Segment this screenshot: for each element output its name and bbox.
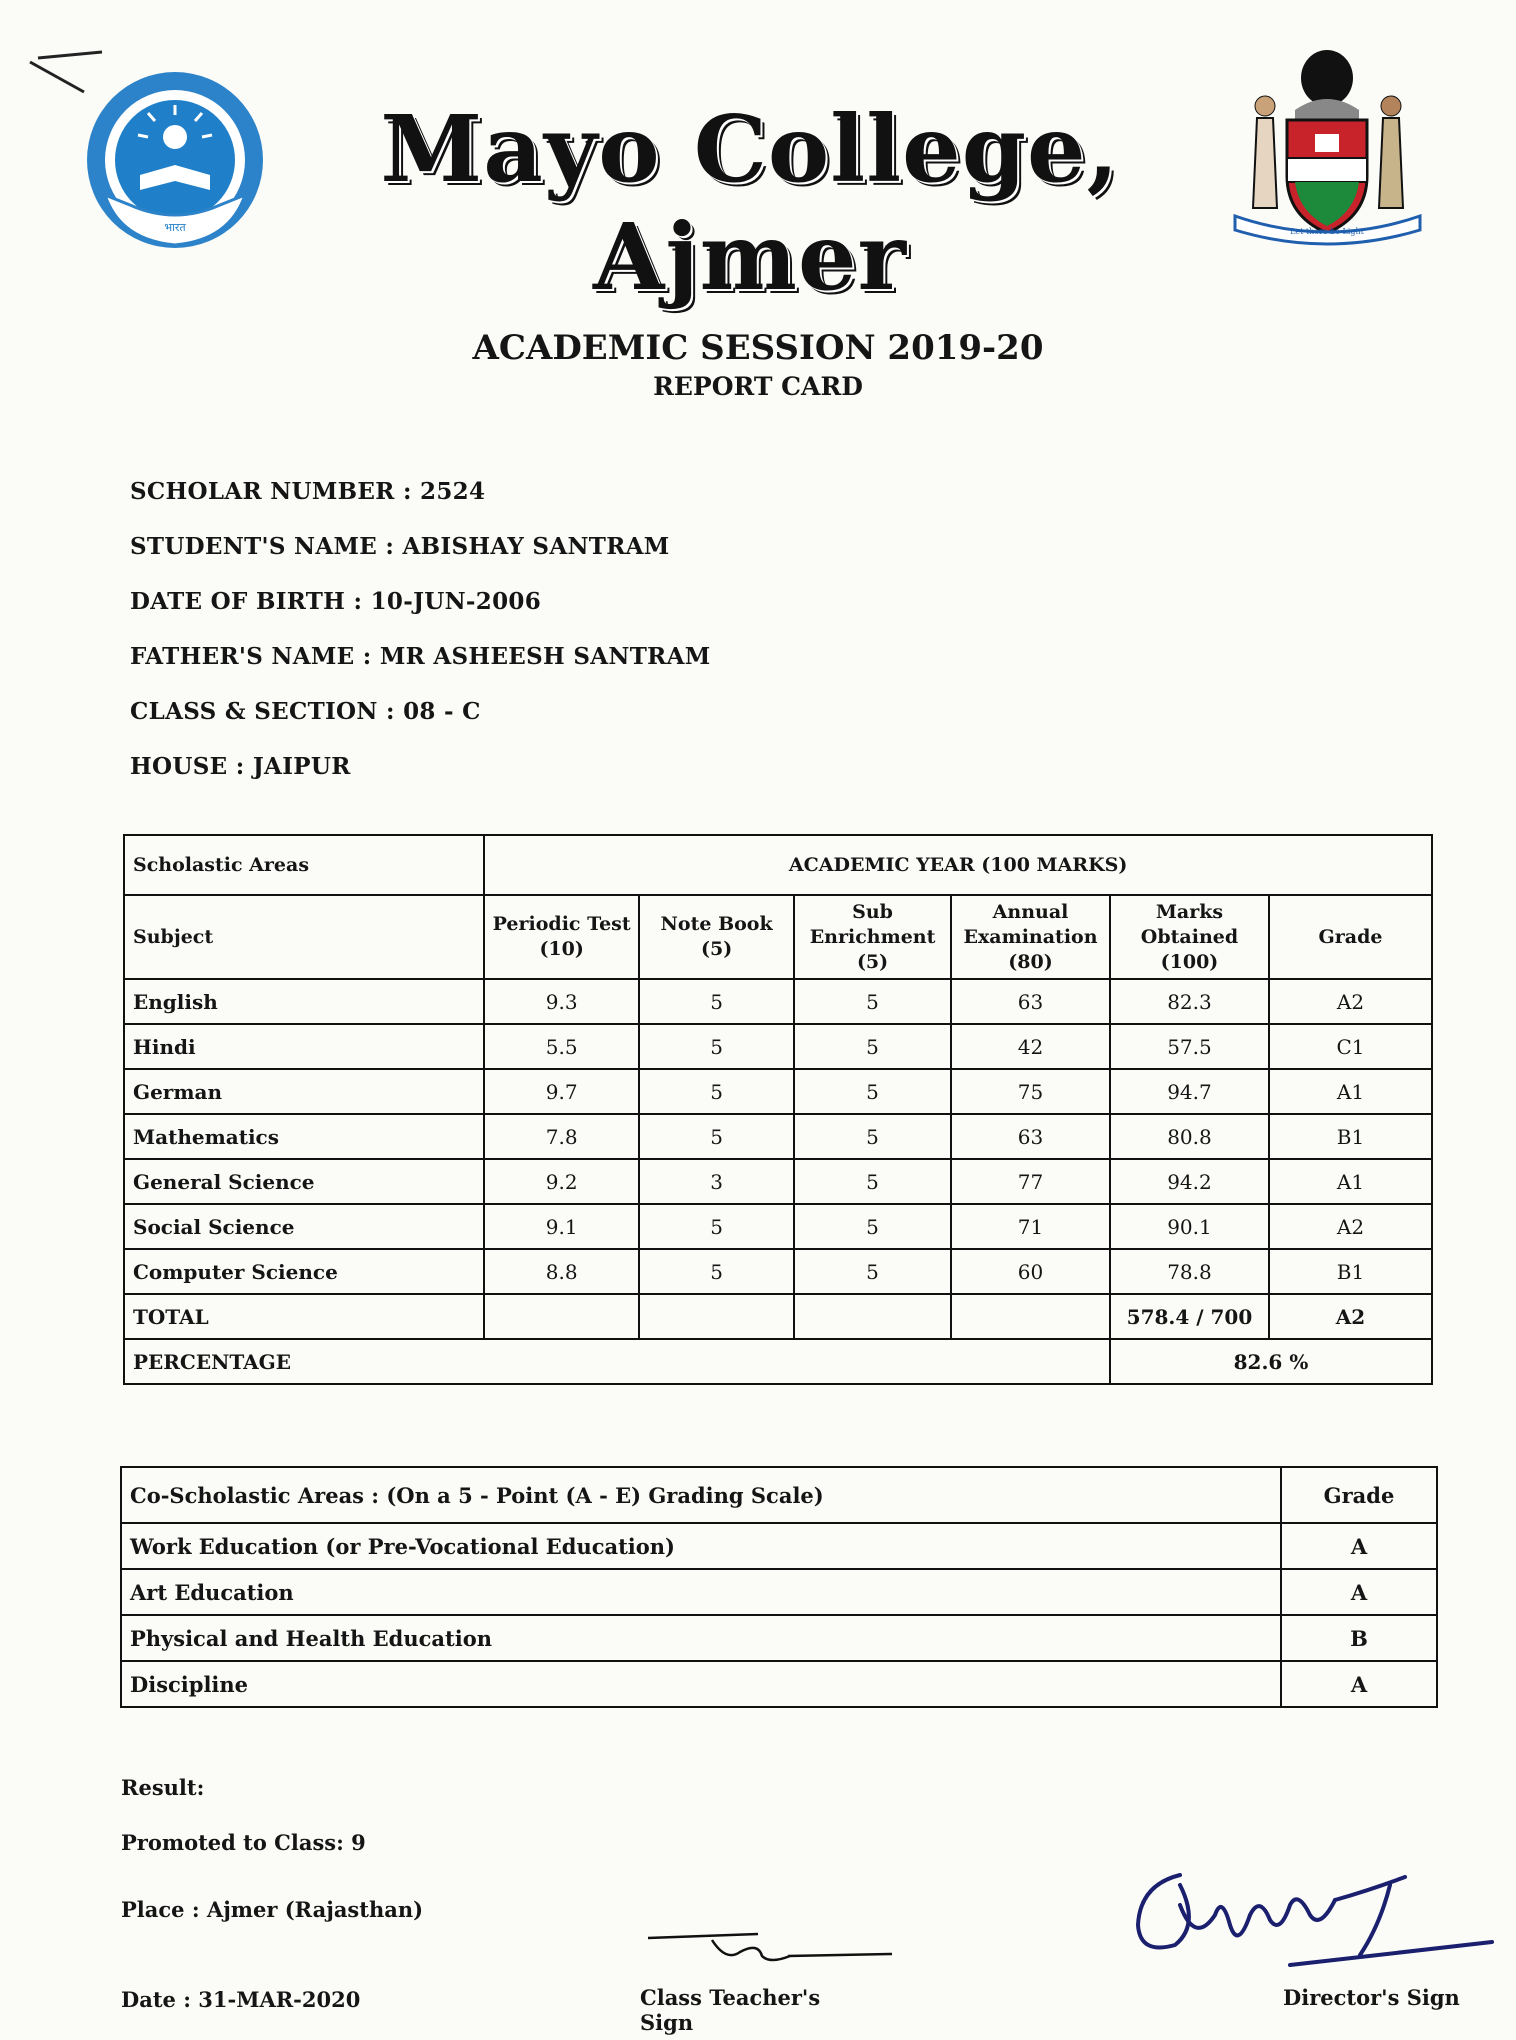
table-row [124, 979, 1432, 1024]
table-header-row [124, 835, 1432, 895]
total-label: TOTAL [124, 1294, 484, 1339]
periodic-test-cell: 9.1 [484, 1204, 639, 1249]
house: HOUSE : JAIPUR [130, 753, 351, 780]
note-book-cell: 5 [639, 1249, 794, 1294]
annual-exam-cell: 63 [951, 979, 1110, 1024]
annual-exam-cell: 77 [951, 1159, 1110, 1204]
cbse-seal-logo [80, 65, 270, 255]
subject-cell: Mathematics [124, 1114, 484, 1159]
coscholastic-grade: A [1281, 1569, 1437, 1615]
subject-cell: Computer Science [124, 1249, 484, 1294]
class-section: CLASS & SECTION : 08 - C [130, 698, 481, 725]
scholar-number: SCHOLAR NUMBER : 2524 [130, 478, 486, 505]
coscholastic-table [120, 1466, 1438, 1708]
col-header-subject: Subject [124, 895, 484, 979]
coscholastic-grade-header: Grade [1281, 1467, 1437, 1523]
total-grade: A2 [1269, 1294, 1432, 1339]
marks-obtained-cell: 82.3 [1110, 979, 1269, 1024]
session-title: ACADEMIC SESSION 2019-20 [472, 328, 1044, 368]
note-book-cell: 5 [639, 1024, 794, 1069]
marks-obtained-cell: 94.2 [1110, 1159, 1269, 1204]
coscholastic-area: Physical and Health Education [121, 1615, 1281, 1661]
director-sign-label: Director's Sign [1283, 1985, 1460, 2010]
date: Date : 31-MAR-2020 [121, 1987, 361, 2012]
table-row [124, 1159, 1432, 1204]
report-title: REPORT CARD [653, 372, 863, 401]
student-name: STUDENT'S NAME : ABISHAY SANTRAM [130, 533, 670, 560]
annual-exam-cell: 60 [951, 1249, 1110, 1294]
scholastic-table [123, 834, 1433, 1385]
coscholastic-grade: A [1281, 1661, 1437, 1707]
coscholastic-grade: A [1281, 1523, 1437, 1569]
table-row [124, 1024, 1432, 1069]
crest-motto: Let there be Light [1290, 227, 1364, 236]
coscholastic-header-row [121, 1467, 1437, 1523]
coscholastic-row [121, 1661, 1437, 1707]
col-header-grade: Grade [1269, 895, 1432, 979]
table-row [124, 1114, 1432, 1159]
class-teacher-signature [640, 1920, 900, 1980]
promoted-to-class: Promoted to Class: 9 [121, 1830, 366, 1855]
marks-obtained-cell: 90.1 [1110, 1204, 1269, 1249]
total-marks: 578.4 / 700 [1110, 1294, 1269, 1339]
note-book-cell: 5 [639, 1069, 794, 1114]
annual-exam-cell: 63 [951, 1114, 1110, 1159]
coscholastic-area: Work Education (or Pre-Vocational Education) [121, 1523, 1281, 1569]
date-of-birth: DATE OF BIRTH : 10-JUN-2006 [130, 588, 541, 615]
svg-text:भारत: भारत [164, 221, 186, 234]
academic-year-label: ACADEMIC YEAR (100 MARKS) [484, 835, 1432, 895]
coscholastic-area: Art Education [121, 1569, 1281, 1615]
college-name: Mayo College, Ajmer [380, 95, 1120, 311]
subject-cell: German [124, 1069, 484, 1114]
col-header-annual-exam: Annual Examination (80) [951, 895, 1110, 979]
sub-enrichment-cell: 5 [794, 1114, 951, 1159]
result-label: Result: [121, 1775, 205, 1800]
sub-enrichment-cell: 5 [794, 1159, 951, 1204]
total-row [124, 1294, 1432, 1339]
grade-cell: B1 [1269, 1249, 1432, 1294]
mayo-college-crest [1225, 48, 1430, 248]
sub-enrichment-cell: 5 [794, 1069, 951, 1114]
periodic-test-cell: 7.8 [484, 1114, 639, 1159]
percentage-label: PERCENTAGE [124, 1339, 1110, 1384]
periodic-test-cell: 9.7 [484, 1069, 639, 1114]
coscholastic-row [121, 1615, 1437, 1661]
grade-cell: C1 [1269, 1024, 1432, 1069]
place: Place : Ajmer (Rajasthan) [121, 1897, 424, 1922]
sub-enrichment-cell: 5 [794, 1024, 951, 1069]
father-name: FATHER'S NAME : MR ASHEESH SANTRAM [130, 643, 711, 670]
note-book-cell: 5 [639, 1204, 794, 1249]
note-book-cell: 5 [639, 1114, 794, 1159]
coscholastic-row [121, 1569, 1437, 1615]
marks-obtained-cell: 94.7 [1110, 1069, 1269, 1114]
table-row [124, 1249, 1432, 1294]
annual-exam-cell: 71 [951, 1204, 1110, 1249]
coscholastic-row [121, 1523, 1437, 1569]
annual-exam-cell: 75 [951, 1069, 1110, 1114]
percentage-row [124, 1339, 1432, 1384]
annual-exam-cell: 42 [951, 1024, 1110, 1069]
grade-cell: A2 [1269, 1204, 1432, 1249]
subject-cell: General Science [124, 1159, 484, 1204]
marks-obtained-cell: 78.8 [1110, 1249, 1269, 1294]
sub-enrichment-cell: 5 [794, 979, 951, 1024]
table-row [124, 1204, 1432, 1249]
coscholastic-grade: B [1281, 1615, 1437, 1661]
grade-cell: A1 [1269, 1069, 1432, 1114]
col-header-sub-enrichment: Sub Enrichment (5) [794, 895, 951, 979]
marks-obtained-cell: 57.5 [1110, 1024, 1269, 1069]
subject-cell: Social Science [124, 1204, 484, 1249]
coscholastic-header: Co-Scholastic Areas : (On a 5 - Point (A - E) Grading Scale) [121, 1467, 1281, 1523]
table-row [124, 1069, 1432, 1114]
marks-obtained-cell: 80.8 [1110, 1114, 1269, 1159]
grade-cell: B1 [1269, 1114, 1432, 1159]
subject-cell: English [124, 979, 484, 1024]
periodic-test-cell: 9.2 [484, 1159, 639, 1204]
col-header-note-book: Note Book (5) [639, 895, 794, 979]
percentage-value: 82.6 % [1110, 1339, 1432, 1384]
note-book-cell: 3 [639, 1159, 794, 1204]
periodic-test-cell: 8.8 [484, 1249, 639, 1294]
column-header-row [124, 895, 1432, 979]
sub-enrichment-cell: 5 [794, 1204, 951, 1249]
subject-cell: Hindi [124, 1024, 484, 1069]
sub-enrichment-cell: 5 [794, 1249, 951, 1294]
col-header-marks-obtained: Marks Obtained (100) [1110, 895, 1269, 979]
grade-cell: A1 [1269, 1159, 1432, 1204]
class-teacher-sign-label: Class Teacher's Sign [640, 1985, 821, 2035]
col-header-periodic-test: Periodic Test (10) [484, 895, 639, 979]
periodic-test-cell: 5.5 [484, 1024, 639, 1069]
director-signature [1120, 1845, 1500, 1985]
scholastic-areas-label: Scholastic Areas [124, 835, 484, 895]
note-book-cell: 5 [639, 979, 794, 1024]
periodic-test-cell: 9.3 [484, 979, 639, 1024]
coscholastic-area: Discipline [121, 1661, 1281, 1707]
grade-cell: A2 [1269, 979, 1432, 1024]
